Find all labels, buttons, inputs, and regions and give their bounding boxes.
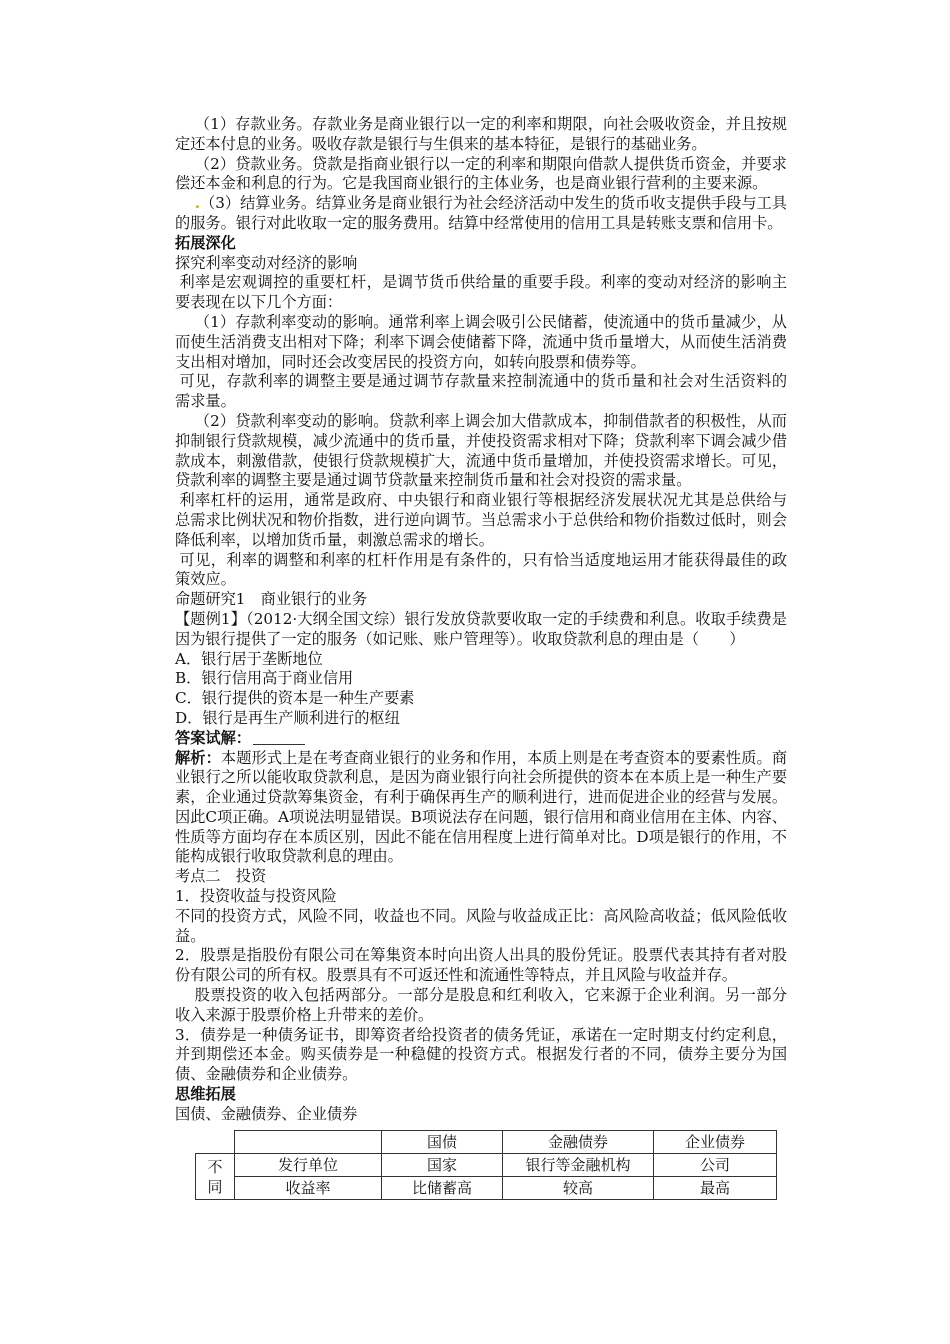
answer-label: 答案试解： — [175, 728, 251, 747]
heading-expansion: 拓展深化 — [175, 233, 236, 252]
paragraph-deposit-conclusion: 可见，存款利率的调整主要是通过调节存款量来控制流通中的货币量和社会对生活资料的需求量。 — [175, 372, 787, 411]
paragraph-explore-title: 探究利率变动对经济的影响 — [175, 253, 358, 272]
paragraph-investment-risk: 不同的投资方式，风险不同，收益也不同。风险与收益成正比：高风险高收益；低风险低收益。 — [175, 906, 787, 945]
option-a: A．银行居于垄断地位 — [175, 649, 323, 668]
paragraph-bond: 3．债券是一种债务证书，即筹资者给投资者的债务凭证，承诺在一定时期支付约定利息，并到期偿还本金。购买债券是一种稳健的投资方式。根据发行者的不同，债券主要分为国债、金融债券和企业债券。 — [175, 1025, 787, 1084]
option-d: D．银行是再生产顺利进行的枢纽 — [175, 708, 400, 727]
marker-dot: . — [194, 194, 201, 213]
paragraph-lever-conclusion: 可见，利率的调整和利率的杠杆作用是有条件的，只有恰当适度地运用才能获得最佳的政策效应。 — [175, 550, 787, 589]
heading-thinking: 思维拓展 — [175, 1085, 236, 1104]
table-corner — [196, 1131, 235, 1154]
table-cell: 比储蓄高 — [382, 1177, 503, 1200]
paragraph-settlement: .（3）结算业务。结算业务是商业银行为社会经济活动中发生的货币收支提供手段与工具的服务。银行对此收取一定的服务费用。结算中经常使用的信用工具是转账支票和信用卡。 — [175, 194, 787, 232]
paragraph-investment-risk-title: 1．投资收益与投资风险 — [175, 887, 337, 906]
paragraph-lever: 利率杠杆的运用，通常是政府、中央银行和商业银行等根据经济发展状况尤其是总供给与总需求比例状况和物价指数，进行逆向调节。当总需求小于总供给和物价指数过低时，则会降低利率，以增加货币量，刺激总需求的增长。 — [175, 491, 787, 549]
row-label-issuer: 发行单位 — [235, 1154, 382, 1177]
section-investment: 考点二 投资 — [175, 867, 267, 886]
explanation-text: 本题形式上是在考查商业银行的业务和作用，本质上则是在考查资本的要素性质。商业银行之所以能收取贷款利息，是因为商业银行向社会所提供的资本在本质上是一种生产要素，企业通过贷款筹集资金，有利于确保再生产的顺利进行，进而促进企业的经营与发展。因此C项正确。A项说法明显错误。B项说法存在问题，银行信用和商业信用在主体、内容、性质等方面均存在本质区别，因此不能在信用程度上进行简单对比。D项是银行的作用，不能构成银行收取贷款利息的理由。 — [175, 748, 788, 866]
table-row — [196, 1177, 777, 1200]
table-cell: 国家 — [382, 1154, 503, 1177]
paragraph-study-1: 命题研究1 商业银行的业务 — [175, 590, 367, 609]
question-label: 【题例1】 — [175, 609, 247, 628]
paragraph-interest-intro: 利率是宏观调控的重要杠杆，是调节货币供给量的重要手段。利率的变动对经济的影响主要表现在以下几个方面： — [175, 273, 787, 312]
header-corporate-bond: 企业债券 — [654, 1131, 777, 1154]
header-national-debt: 国债 — [382, 1131, 503, 1154]
paragraph-stock: 2．股票是指股份有限公司在筹集资本时向出资人出具的股份凭证。股票代表其持有者对股份有限公司的所有权。股票具有不可返还性和流通性等特点，并且风险与收益并存。 — [175, 946, 787, 985]
table-corner-label — [235, 1131, 382, 1154]
table-header-row — [196, 1131, 777, 1154]
table-cell: 银行等金融机构 — [503, 1154, 654, 1177]
paragraph-stock-income: 股票投资的收入包括两部分。一部分是股息和红利收入，它来源于企业利润。另一部分收入来源于股票价格上升带来的差价。 — [175, 986, 787, 1024]
paragraph-deposit: （1）存款业务。存款业务是商业银行以一定的利率和期限，向社会吸收资金，并且按规定还本付息的业务。吸收存款是银行与生俱来的基本特征，是银行的基础业务。 — [175, 115, 787, 153]
table-cell: 最高 — [654, 1177, 777, 1200]
document-body — [175, 115, 787, 1125]
header-financial-bond: 金融债券 — [503, 1131, 654, 1154]
option-c: C．银行提供的资本是一种生产要素 — [175, 689, 415, 708]
table-caption: 国债、金融债券、企业债券 — [175, 1104, 358, 1123]
answer-line — [175, 729, 787, 749]
paragraph-loan: （2）贷款业务。贷款是指商业银行以一定的利率和期限向借款人提供货币资金，并要求偿还本金和利息的行为。它是我国商业银行的主体业务，也是商业银行营利的主要来源。 — [175, 154, 787, 193]
table-cell: 公司 — [654, 1154, 777, 1177]
paragraph-deposit-rate: （1）存款利率变动的影响。通常利率上调会吸引公民储蓄，使流通中的货币量减少，从而使生活消费支出相对下降；利率下调会使储蓄下降，流通中货币量增大，从而使生活消费支出相对增加，同时还会改变居民的投资方向，如转向股票和债券等。 — [175, 312, 787, 371]
row-group-label: 不同 — [196, 1154, 235, 1200]
question-example — [175, 610, 787, 650]
bond-comparison-table — [195, 1130, 777, 1200]
table-cell: 较高 — [503, 1177, 654, 1200]
answer-blank[interactable] — [253, 730, 305, 745]
explanation — [175, 749, 787, 868]
explanation-label: 解析： — [175, 748, 221, 767]
table-row — [196, 1154, 777, 1177]
paragraph-loan-rate: （2）贷款利率变动的影响。贷款利率上调会加大借款成本，抑制借款者的积极性，从而抑制银行贷款规模，减少流通中的货币量，并使投资需求相对下降；贷款利率下调会减少借款成本，刺激借款，使银行贷款规模扩大，流通中货币量增加，并使投资需求增长。可见，贷款利率的调整主要是通过调节贷款量来控制货币量和社会对投资的需求量。 — [175, 411, 787, 490]
row-label-yield: 收益率 — [235, 1177, 382, 1200]
option-b: B．银行信用高于商业信用 — [175, 669, 354, 688]
question-text: （2012·大纲全国文综）银行发放贷款要收取一定的手续费和利息。收取手续费是因为银行提供了一定的服务（如记账、账户管理等）。收取贷款利息的理由是（ ） — [175, 609, 787, 648]
